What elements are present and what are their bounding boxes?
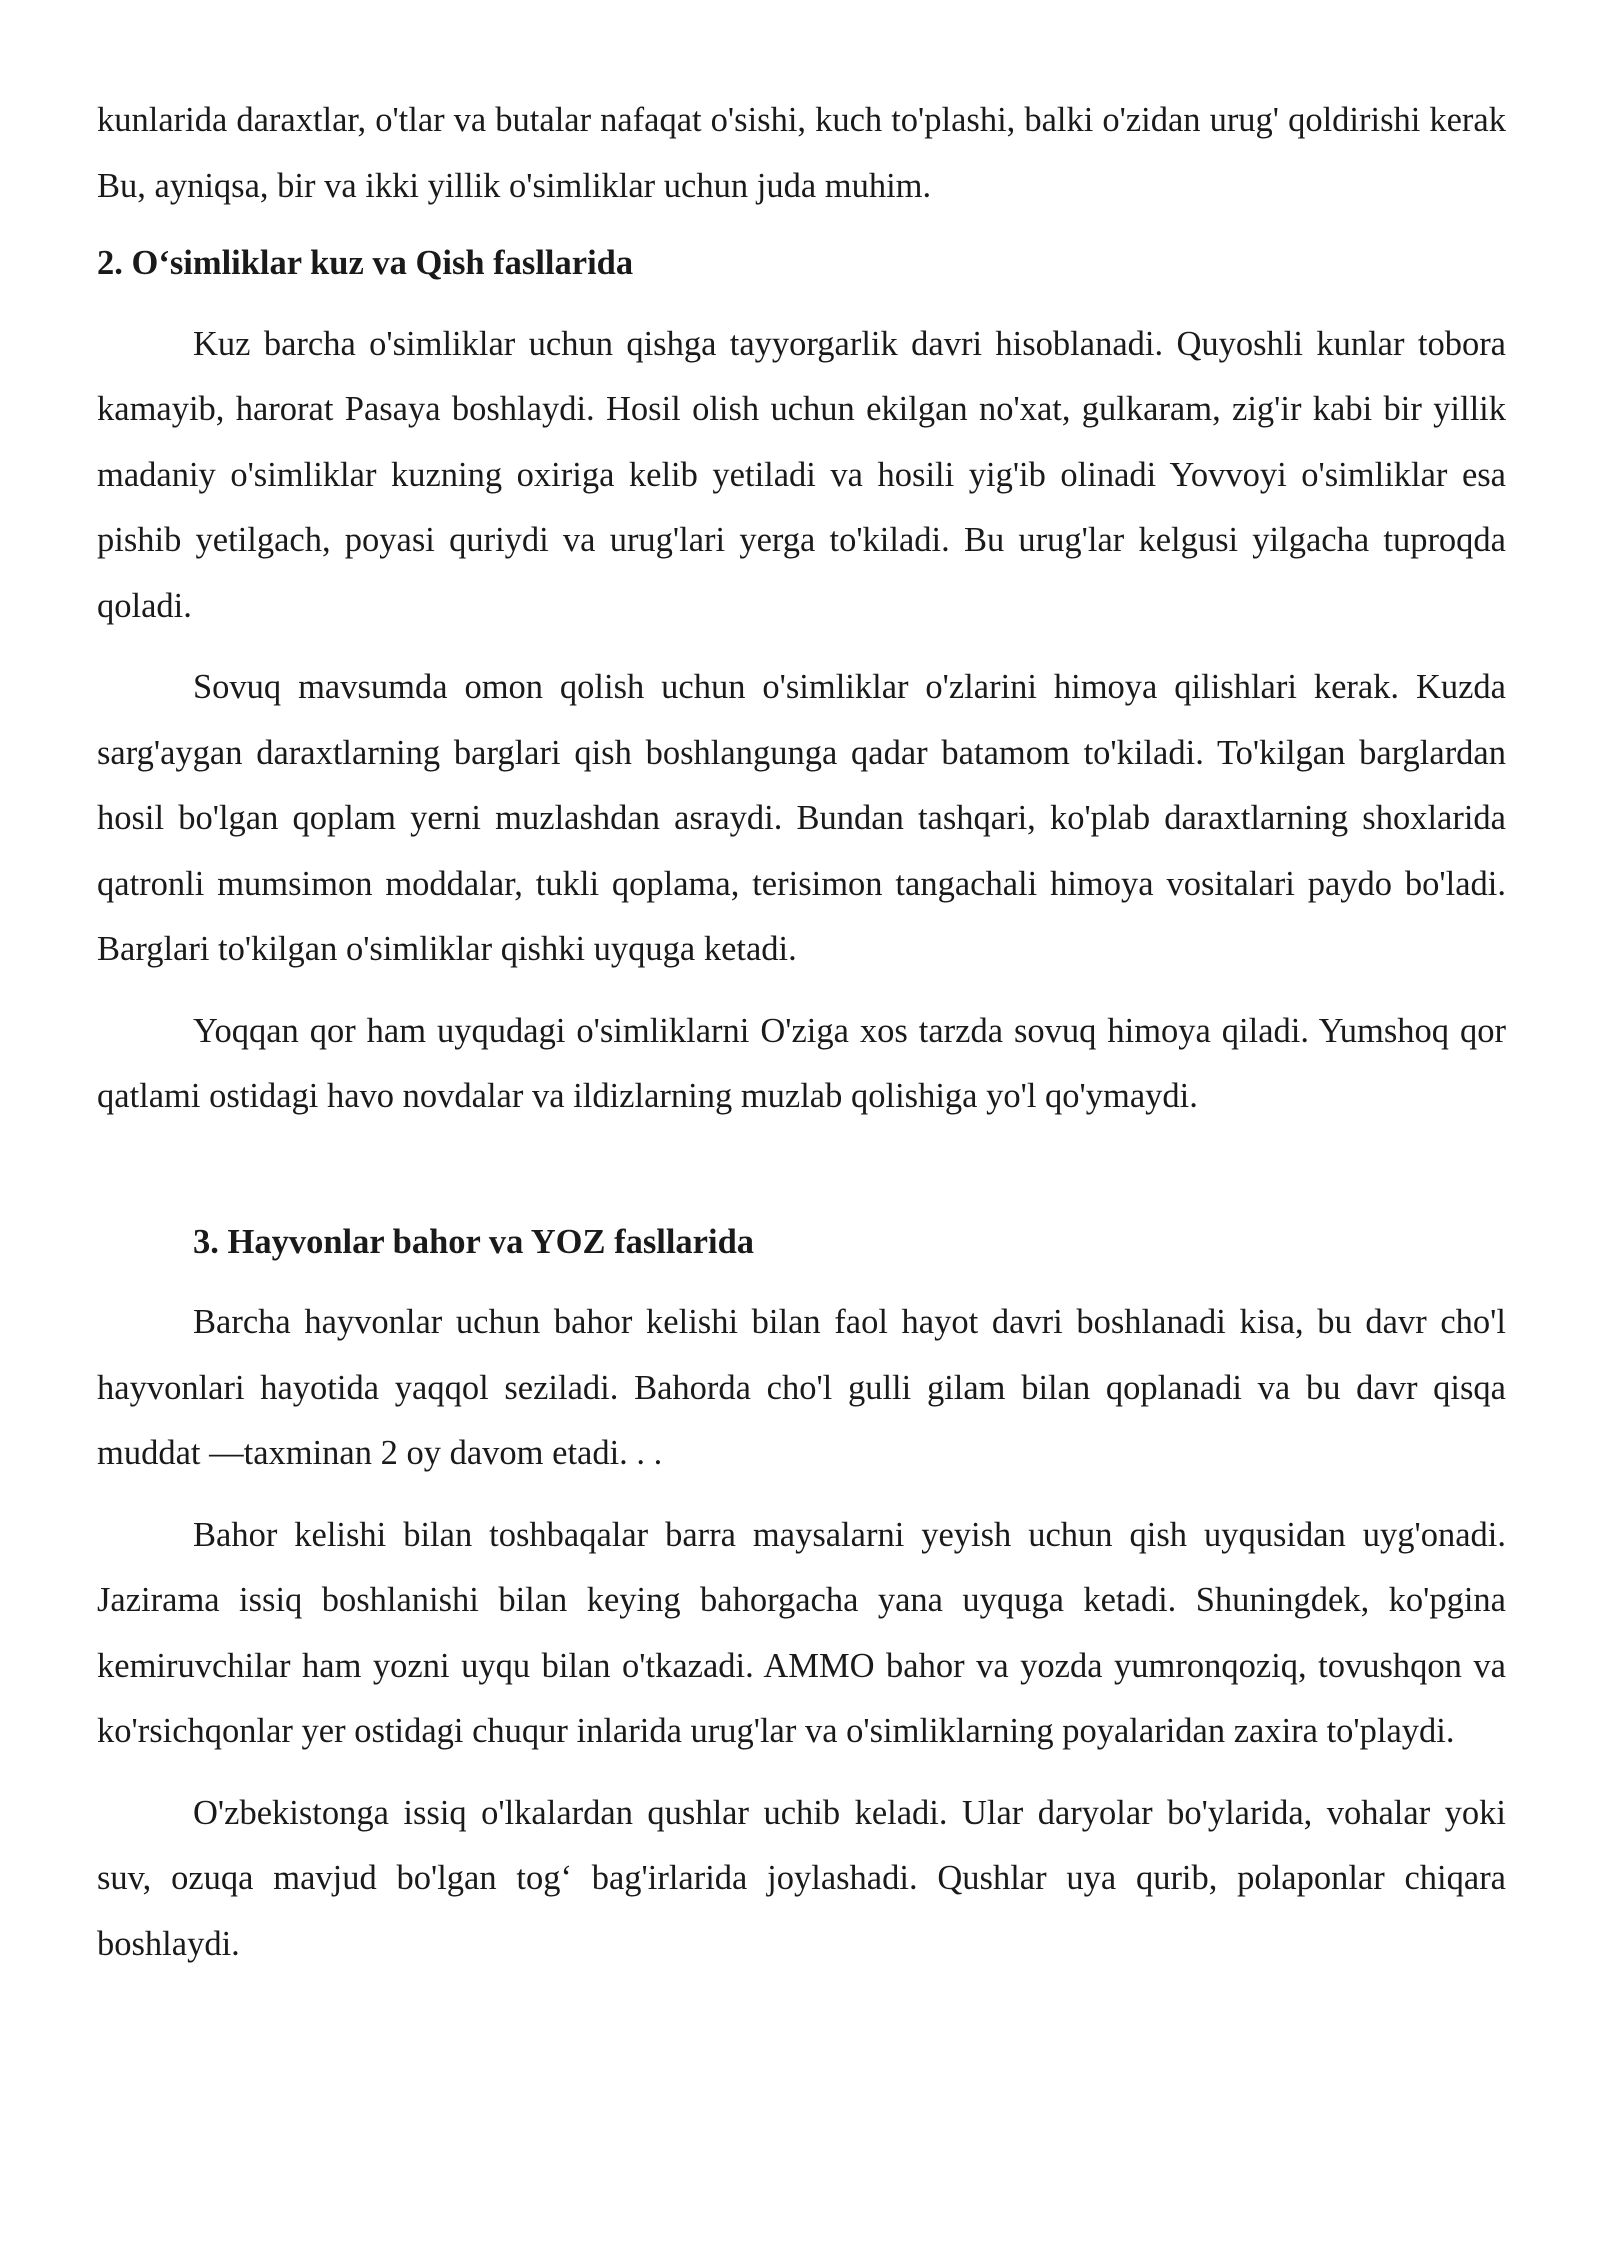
paragraph-tortoises: Bahor kelishi bilan toshbaqalar barra maysalarni yeyish uchun qish uyqusidan uyg'onadi. Jazirama issiq boshlanishi bilan keying bahorgacha yana uyquga ketadi. Shuningdek, ko'pgina kemiruvchilar ham yozni uyqu bilan o'tkazadi. AMMO bahor va yozda yumronqoziq, tovushqon va ko'rsichqonlar yer ostidagi chuqur inlarida urug'lar va o'simliklarning poyalaridan zaxira to'playdi. bbox=[97, 1515, 1506, 1750]
section-heading-animals-spring-summer: 3. Hayvonlar bahor va YOZ fasllarida bbox=[193, 1222, 755, 1261]
paragraph-snow: Yoqqan qor ham uyqudagi o'simliklarni O'ziga xos tarzda sovuq himoya qiladi. Yumshoq qor qatlami ostidagi havo novdalar va ildizlarning muzlab qolishiga yo'l qo'ymaydi. bbox=[97, 1011, 1506, 1115]
paragraph-spring-animals: Barcha hayvonlar uchun bahor kelishi bilan faol hayot davri boshlanadi kisa, bu davr cho'l hayvonlari hayotida yaqqol seziladi. Bahorda cho'l gulli gilam bilan qoplanadi va bu davr qisqa muddat —taxminan 2 oy davom etadi. . . bbox=[97, 1303, 1506, 1472]
paragraph-continuation: kunlarida daraxtlar, o'tlar va butalar nafaqat o'sishi, kuch to'plashi, balki o'zidan urug' qoldirishi kerak Bu, ayniqsa, bir va ikki yillik o'simliklar uchun juda muhim. bbox=[97, 101, 1506, 205]
paragraph-cold-season: Sovuq mavsumda omon qolish uchun o'simliklar o'zlarini himoya qilishlari kerak. Kuzda sarg'aygan daraxtlarning barglari qish boshlangunga qadar batamom to'kiladi. To'kilgan barglardan hosil bo'lgan qoplam yerni muzlashdan asraydi. Bundan tashqari, ko'plab daraxtlarning shoxlarida qatronli mumsimon moddalar, tukli qoplama, terisimon tangachali himoya vositalari paydo bo'ladi. Barglari to'kilgan o'simliklar qishki uyquga ketadi. bbox=[97, 668, 1506, 968]
section-heading-plants-autumn-winter: 2. O‘simliklar kuz va Qish fasllarida bbox=[97, 244, 634, 282]
document-page bbox=[97, 88, 1506, 1977]
paragraph-autumn: Kuz barcha o'simliklar uchun qishga tayyorgarlik davri hisoblanadi. Quyoshli kunlar tobora kamayib, harorat Pasaya boshlaydi. Hosil olish uchun ekilgan no'xat, gulkaram, zig'ir kabi bir yillik madaniy o'simliklar kuzning oxiriga kelib yetiladi va hosili yig'ib olinadi Yovvoyi o'simliklar esa pishib yetilgach, poyasi quriydi va urug'lari yerga to'kiladi. Bu urug'lar kelgusi yilgacha tuproqda qoladi. bbox=[97, 324, 1506, 625]
paragraph-birds: O'zbekistonga issiq o'lkalardan qushlar uchib keladi. Ular daryolar bo'ylarida, vohalar yoki suv, ozuqa mavjud bo'lgan tog‘ bag'irlarida joylashadi. Qushlar uya qurib, polaponlar chiqara boshlaydi. bbox=[97, 1793, 1506, 1963]
